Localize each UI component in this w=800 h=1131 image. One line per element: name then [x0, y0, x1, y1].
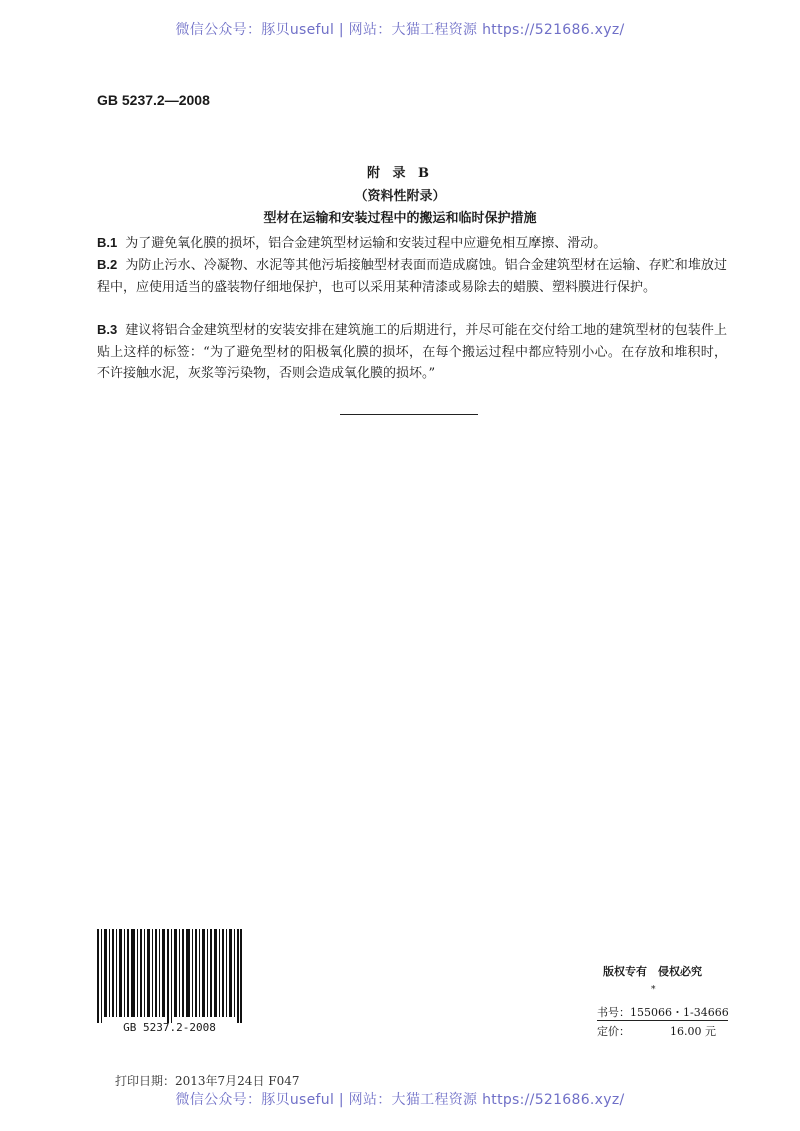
- appendix-heading: 型材在运输和安装过程中的搬运和临时保护措施: [263, 211, 537, 226]
- separator-star: *: [651, 985, 656, 995]
- clause-text: 为防止污水、冷凝物、水泥等其他污垢接触型材表面而造成腐蚀。铝合金建筑型材在运输、存贮和堆放过程中，应使用适当的盛装物仔细地保护，也可以采用某种清漆或易除去的蜡膜、塑料膜进行保护。: [97, 258, 727, 295]
- barcode-image: [97, 929, 242, 1023]
- book-number: 书号：155066・1-34666: [597, 1006, 729, 1019]
- watermark-bottom: 微信公众号：豚贝useful | 网站：大猫工程资源 https://521686.xyz/: [175, 1092, 625, 1108]
- clause-b3: [97, 319, 727, 385]
- end-rule: [340, 414, 478, 415]
- clause-number: B.2: [97, 257, 118, 272]
- colophon-rule: [597, 1020, 728, 1021]
- clause-text: 建议将铝合金建筑型材的安装安排在建筑施工的后期进行，并尽可能在交付给工地的建筑型材的包装件上贴上这样的标签：“为了避免型材的阳极氧化膜的损坏，在每个搬运过程中都应特别小心。在存放和堆积时，不许接触水泥，灰浆等污染物，否则会造成氧化膜的损坏。”: [97, 323, 727, 381]
- barcode-caption: GB 5237.2-2008: [123, 1021, 216, 1034]
- clause-text: 为了避免氧化膜的损坏，铝合金建筑型材运输和安装过程中应避免相互摩擦、滑动。: [125, 236, 607, 251]
- appendix-subtitle: （资料性附录）: [354, 189, 446, 204]
- watermark-top: 微信公众号：豚贝useful | 网站：大猫工程资源 https://521686.xyz/: [175, 22, 625, 38]
- standard-code: GB 5237.2—2008: [97, 92, 210, 108]
- appendix-title: 附 录 B: [366, 166, 434, 181]
- print-date: 打印日期：2013年7月24日 F047: [115, 1074, 300, 1088]
- clause-b1: [97, 232, 727, 255]
- price-label: 定价：: [597, 1025, 630, 1038]
- clause-b2: [97, 254, 727, 298]
- copyright-notice: 版权专有 侵权必究: [603, 965, 702, 978]
- clause-number: B.3: [97, 322, 118, 337]
- price-value: 16.00 元: [670, 1025, 716, 1038]
- clause-number: B.1: [97, 235, 118, 250]
